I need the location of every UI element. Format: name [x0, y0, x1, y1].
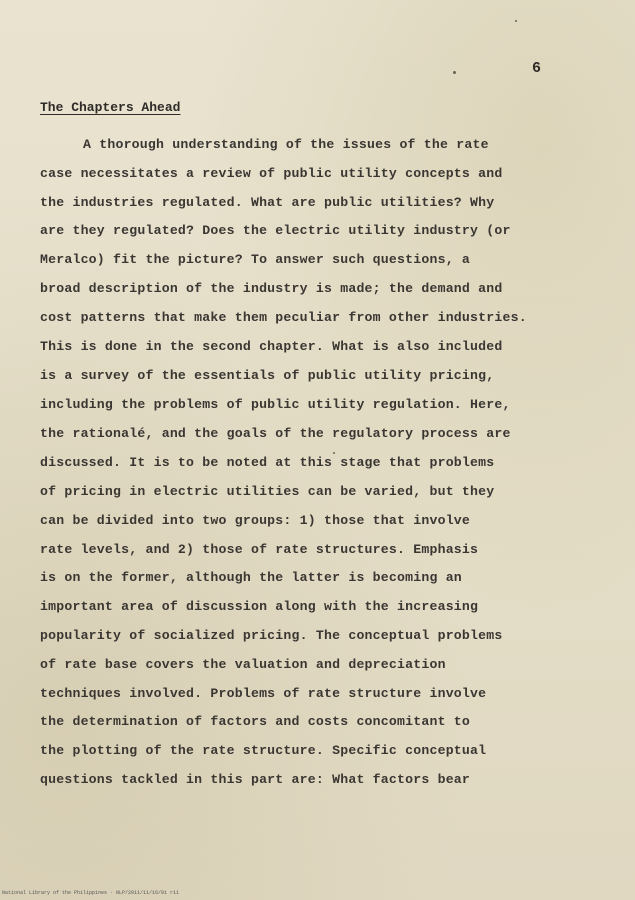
text-line: of rate base covers the valuation and depreciation [40, 657, 446, 672]
paper-speck [515, 20, 517, 22]
text-line: cost patterns that make them peculiar from other industries. [40, 310, 527, 325]
text-line: questions tackled in this part are: What factors bear [40, 772, 471, 787]
text-line: are they regulated? Does the electric utility industry (or [40, 223, 511, 238]
text-line: important area of discussion along with the increasing [40, 599, 479, 614]
text-line: can be divided into two groups: 1) those that involve [40, 513, 471, 528]
text-line: is a survey of the essentials of public utility pricing, [40, 368, 495, 383]
section-heading: The Chapters Ahead [40, 100, 181, 115]
paper-speck [453, 71, 456, 74]
text-line: broad description of the industry is made; the demand and [40, 281, 503, 296]
scan-footer: National Library of the Philippines · NLP/2011/11/16/01 r11 [2, 890, 180, 896]
text-line: techniques involved. Problems of rate structure involve [40, 686, 487, 701]
text-line: of pricing in electric utilities can be varied, but they [40, 484, 495, 499]
page-number: 6 [532, 60, 542, 77]
text-line: the plotting of the rate structure. Specific conceptual [40, 743, 487, 758]
text-line: This is done in the second chapter. What is also included [40, 339, 503, 354]
text-line: discussed. It is to be noted at this stage that problems [40, 455, 495, 470]
text-line: A thorough understanding of the issues of the rate [83, 137, 489, 152]
text-line: case necessitates a review of public utility concepts and [40, 166, 503, 181]
text-line: including the problems of public utility regulation. Here, [40, 397, 511, 412]
text-line: the determination of factors and costs concomitant to [40, 714, 471, 729]
text-line: the rationalé, and the goals of the regulatory process are [40, 426, 511, 441]
text-line: rate levels, and 2) those of rate structures. Emphasis [40, 542, 479, 557]
text-line: popularity of socialized pricing. The conceptual problems [40, 628, 503, 643]
text-line: is on the former, although the latter is becoming an [40, 570, 462, 585]
paper-speck [333, 452, 335, 454]
text-line: the industries regulated. What are public utilities? Why [40, 195, 495, 210]
text-line: Meralco) fit the picture? To answer such questions, a [40, 252, 471, 267]
